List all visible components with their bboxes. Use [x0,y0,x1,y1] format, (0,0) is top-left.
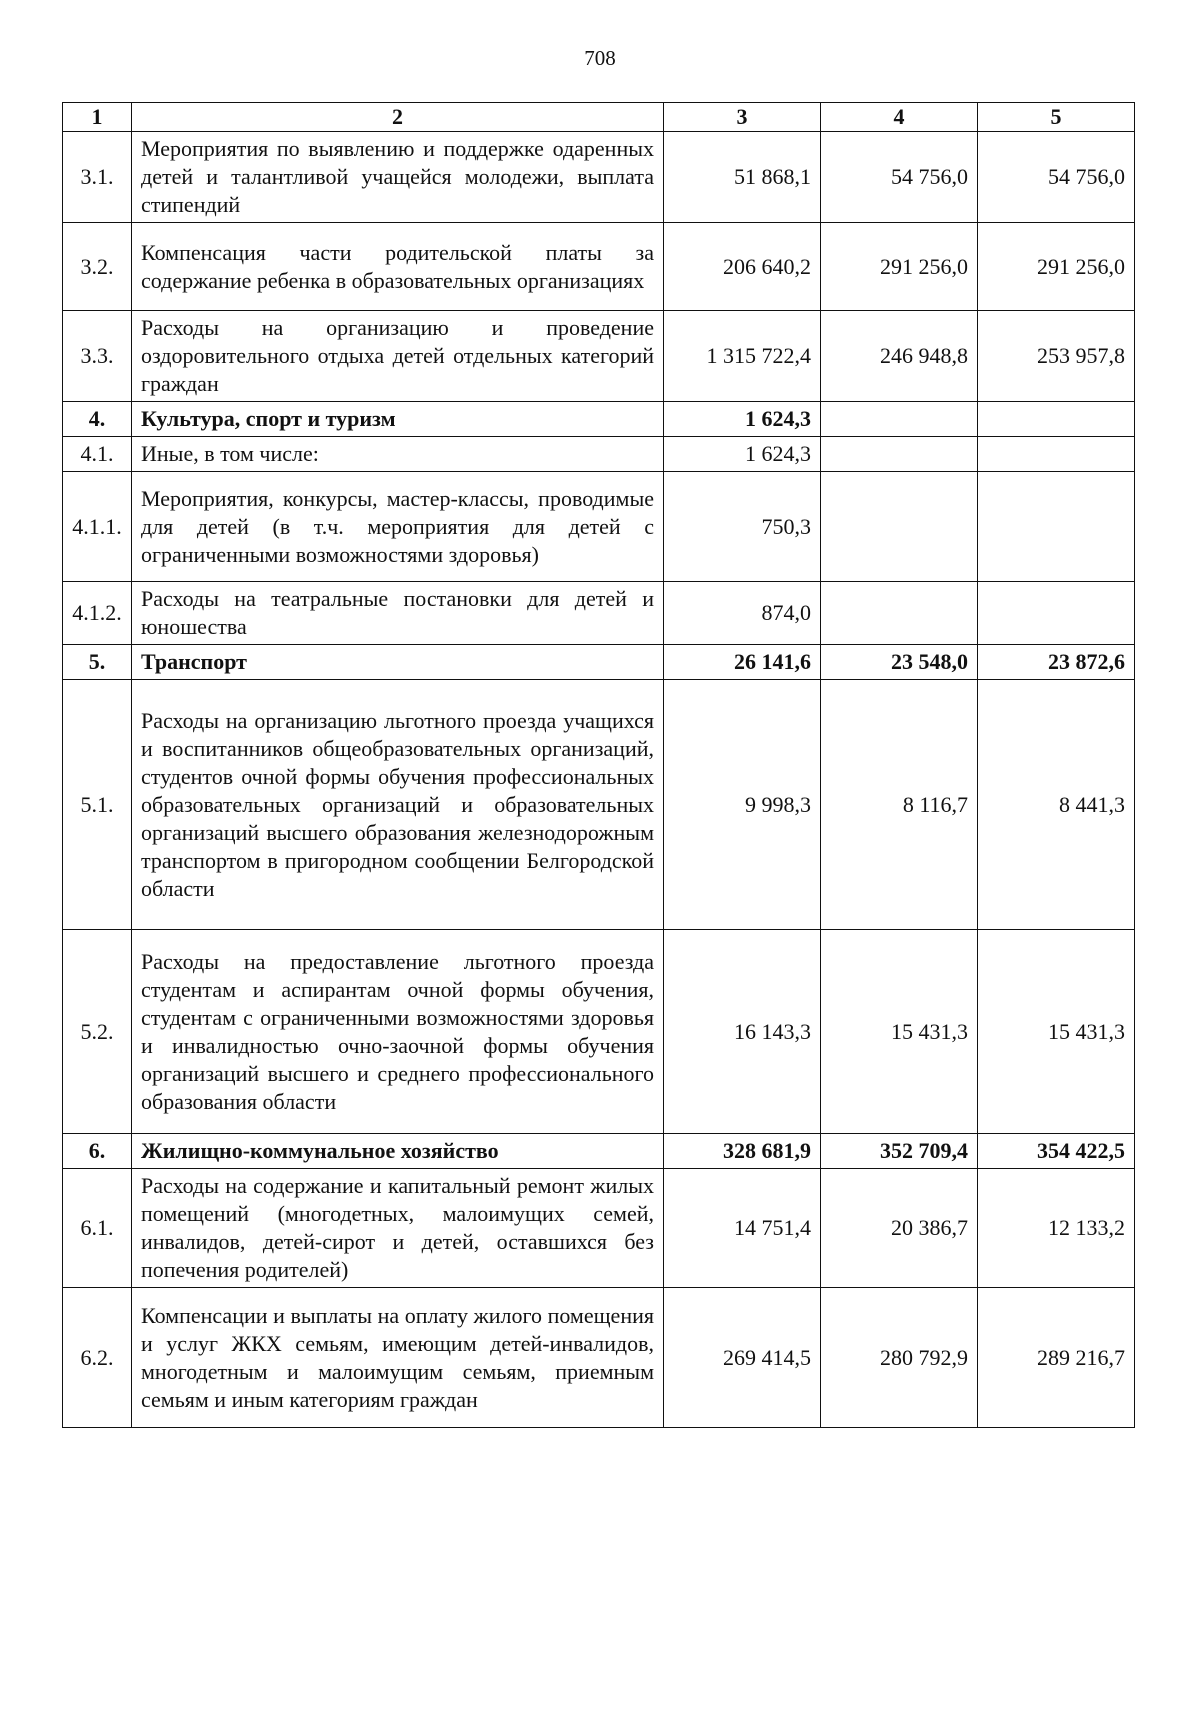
row-number: 3.2. [63,223,132,311]
value-col4 [821,472,978,582]
header-row [63,103,1135,132]
row-number: 4.1. [63,437,132,472]
value-col3: 26 141,6 [664,645,821,680]
column-header-2: 2 [132,103,664,132]
column-header-5: 5 [978,103,1135,132]
value-col4: 291 256,0 [821,223,978,311]
value-col5: 15 431,3 [978,930,1135,1134]
value-col5: 354 422,5 [978,1134,1135,1169]
value-col5: 8 441,3 [978,680,1135,930]
value-col3: 16 143,3 [664,930,821,1134]
column-header-4: 4 [821,103,978,132]
table-row [63,132,1135,223]
column-header-1: 1 [63,103,132,132]
table-header [63,103,1135,132]
value-col4: 8 116,7 [821,680,978,930]
value-col4: 20 386,7 [821,1169,978,1288]
value-col3: 269 414,5 [664,1288,821,1428]
value-col4: 54 756,0 [821,132,978,223]
value-col3: 874,0 [664,582,821,645]
budget-table [62,102,1135,1428]
table-row [63,1169,1135,1288]
table-row [63,223,1135,311]
row-number: 6. [63,1134,132,1169]
row-number: 5.1. [63,680,132,930]
table-row [63,311,1135,402]
value-col5 [978,582,1135,645]
row-number: 3.1. [63,132,132,223]
value-col4 [821,437,978,472]
row-number: 3.3. [63,311,132,402]
value-col3: 14 751,4 [664,1169,821,1288]
value-col5: 253 957,8 [978,311,1135,402]
row-name: Жилищно-коммунальное хозяйство [132,1134,664,1169]
value-col4: 246 948,8 [821,311,978,402]
row-number: 4. [63,402,132,437]
row-name: Транспорт [132,645,664,680]
table-section-row [63,645,1135,680]
table-row [63,472,1135,582]
page-number: 708 [584,46,616,70]
row-number: 5.2. [63,930,132,1134]
value-col5 [978,437,1135,472]
row-name: Мероприятия, конкурсы, мастер-классы, проводимые для детей (в т.ч. мероприятия для детей с ограниченными возможностями здоровья) [132,472,664,582]
row-name: Компенсации и выплаты на оплату жилого помещения и услуг ЖКХ семьям, имеющим детей-инвалидов, многодетным и малоимущим семьям, приемным семьям и иным категориям граждан [132,1288,664,1428]
value-col4: 352 709,4 [821,1134,978,1169]
row-number: 5. [63,645,132,680]
value-col3: 750,3 [664,472,821,582]
row-number: 4.1.2. [63,582,132,645]
value-col3: 328 681,9 [664,1134,821,1169]
row-name: Иные, в том числе: [132,437,664,472]
row-name: Расходы на организацию и проведение оздоровительного отдыха детей отдельных категорий граждан [132,311,664,402]
value-col3: 206 640,2 [664,223,821,311]
row-number: 6.1. [63,1169,132,1288]
value-col3: 1 624,3 [664,437,821,472]
row-name: Культура, спорт и туризм [132,402,664,437]
column-header-3: 3 [664,103,821,132]
value-col3: 51 868,1 [664,132,821,223]
value-col5 [978,472,1135,582]
table-row [63,930,1135,1134]
row-number: 4.1.1. [63,472,132,582]
table-section-row [63,1134,1135,1169]
value-col4: 15 431,3 [821,930,978,1134]
table-row [63,1288,1135,1428]
value-col5: 12 133,2 [978,1169,1135,1288]
value-col4: 23 548,0 [821,645,978,680]
value-col4 [821,582,978,645]
table-row [63,680,1135,930]
value-col3: 1 315 722,4 [664,311,821,402]
row-name: Расходы на предоставление льготного проезда студентам и аспирантам очной формы обучения, студентам с ограниченными возможностями здоровья и инвалидностью очно-заочной формы обучения организаций высшего и среднего профессионального образования области [132,930,664,1134]
row-name: Расходы на театральные постановки для детей и юношества [132,582,664,645]
value-col4 [821,402,978,437]
table-row [63,437,1135,472]
value-col5: 54 756,0 [978,132,1135,223]
value-col3: 9 998,3 [664,680,821,930]
row-name: Компенсация части родительской платы за содержание ребенка в образовательных организациях [132,223,664,311]
row-number: 6.2. [63,1288,132,1428]
value-col5: 291 256,0 [978,223,1135,311]
value-col4: 280 792,9 [821,1288,978,1428]
table-row [63,582,1135,645]
value-col5: 289 216,7 [978,1288,1135,1428]
row-name: Мероприятия по выявлению и поддержке одаренных детей и талантливой учащейся молодежи, выплата стипендий [132,132,664,223]
value-col5: 23 872,6 [978,645,1135,680]
row-name: Расходы на организацию льготного проезда учащихся и воспитанников общеобразовательных организаций, студентов очной формы обучения профессиональных образовательных организаций и образовательных организаций высшего образования железнодорожным транспортом в пригородном сообщении Белгородской области [132,680,664,930]
row-name: Расходы на содержание и капитальный ремонт жилых помещений (многодетных, малоимущих семей, инвалидов, детей-сирот и детей, оставшихся без попечения родителей) [132,1169,664,1288]
value-col5 [978,402,1135,437]
table-section-row [63,402,1135,437]
value-col3: 1 624,3 [664,402,821,437]
table-body [63,132,1135,1428]
